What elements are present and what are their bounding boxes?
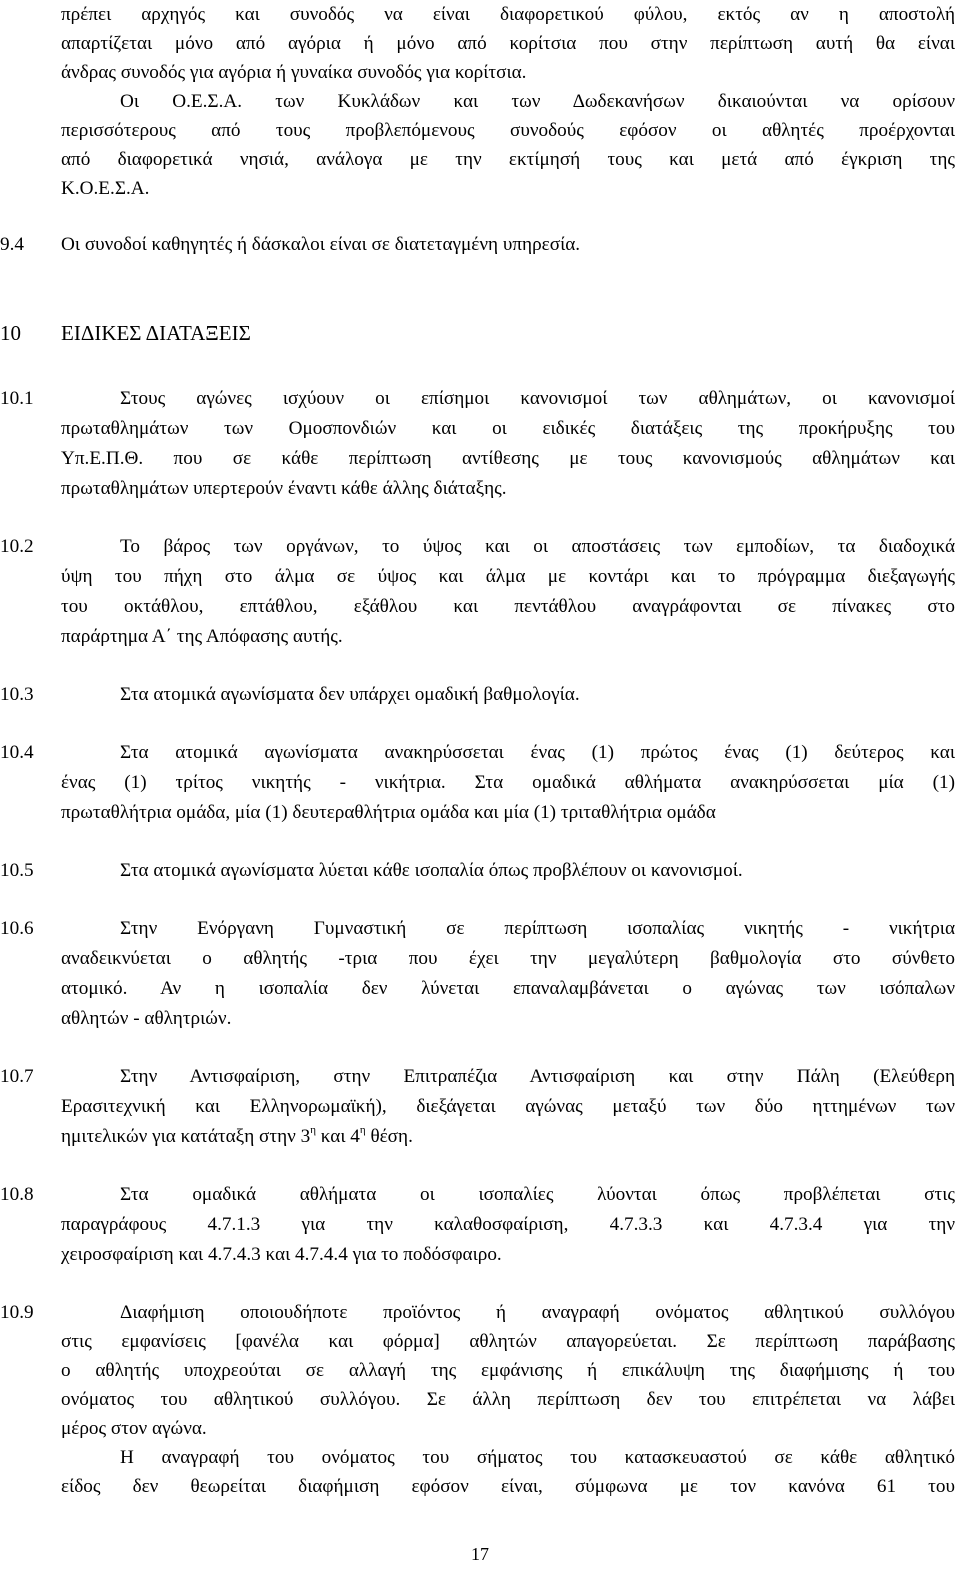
item-number: 10.5 [0, 860, 34, 881]
intro-line: Κ.Ο.Ε.Σ.Α. [61, 178, 150, 199]
intro-line: άνδρας συνοδός για αγόρια ή γυναίκα συνοδός για κορίτσια. [61, 62, 527, 83]
item-line: ένας (1) τρίτος νικητής - νικήτρια. Στα ομαδικά αθλήματα ανακηρύσσεται μία (1) [61, 772, 955, 793]
intro-line: περισσότερους από τους προβλεπόμενους συνοδούς εφόσον οι αθλητές προέρχονται [61, 120, 955, 141]
section-number: 10 [0, 321, 21, 345]
section-heading [0, 318, 955, 348]
page-number: 17 [471, 1544, 489, 1564]
intro-line: πρέπει αρχηγός και συνοδός να είναι διαφορετικού φύλου, εκτός αν η αποστολή [61, 4, 955, 25]
item-line: στις εμφανίσεις [φανέλα και φόρμα] αθλητών απαγορεύεται. Σε περίπτωση παράβασης [61, 1331, 955, 1352]
item-number: 10.4 [0, 742, 34, 763]
item-line: Στα ομαδικά αθλήματα οι ισοπαλίες λύονται όπως προβλέπεται στις [120, 1184, 955, 1205]
item-line: ο αθλητής υποχρεούται σε αλλαγή της εμφάνισης ή επικάλυψη της διαφήμισης ή του [61, 1360, 955, 1381]
item-line: παραγράφους 4.7.1.3 για την καλαθοσφαίριση, 4.7.3.3 και 4.7.3.4 για την [61, 1214, 955, 1235]
item-number: 10.9 [0, 1302, 34, 1323]
item-line: ατομικό. Αν η ισοπαλία δεν λύνεται επαναλαμβάνεται ο αγώνας των ισόπαλων [61, 978, 955, 999]
item-line: χειροσφαίριση και 4.7.4.3 και 4.7.4.4 για το ποδόσφαιρο. [61, 1244, 502, 1265]
item-line: Στα ατομικά αγωνίσματα δεν υπάρχει ομαδική βαθμολογία. [120, 684, 580, 705]
item-line: ύψη του πήχη στο άλμα σε ύψος και άλμα με κοντάρι και το πρόγραμμα διεξαγωγής [61, 566, 955, 587]
item-line: είδος δεν θεωρείται διαφήμιση εφόσον είναι, σύμφωνα με τον κανόνα 61 του [61, 1476, 955, 1497]
item-number: 10.3 [0, 684, 34, 705]
item-line: Στην Ενόργανη Γυμναστική σε περίπτωση ισοπαλίας νικητής - νικήτρια [120, 918, 955, 939]
item-line [61, 1122, 955, 1152]
item-line: Στα ατομικά αγωνίσματα ανακηρύσσεται ένας (1) πρώτος ένας (1) δεύτερος και [120, 742, 955, 763]
ordinal-superscript: η [359, 1123, 366, 1136]
item-number: 10.6 [0, 918, 34, 939]
item-line: αθλητών - αθλητριών. [61, 1008, 232, 1029]
item-number: 10.8 [0, 1184, 34, 1205]
item-number: 10.7 [0, 1066, 34, 1087]
item-number: 10.1 [0, 388, 34, 409]
item-line: του οκτάθλου, επτάθλου, εξάθλου και πεντάθλου αναγράφονται σε πίνακες στο [61, 596, 955, 617]
item-line: Διαφήμιση οποιουδήποτε προϊόντος ή αναγραφή ονόματος αθλητικού συλλόγου [120, 1302, 955, 1323]
item-line: μέρος στον αγώνα. [61, 1418, 207, 1439]
item-number: 9.4 [0, 234, 24, 255]
item-line: Στα ατομικά αγωνίσματα λύεται κάθε ισοπαλία όπως προβλέπουν οι κανονισμοί. [120, 860, 743, 881]
item-line: παράρτημα Α΄ της Απόφασης αυτής. [61, 626, 343, 647]
item-line: Στην Αντισφαίριση, στην Επιτραπέζια Αντισφαίριση και στην Πάλη (Ελεύθερη [120, 1066, 955, 1087]
intro-line: απαρτίζεται μόνο από αγόρια ή μόνο από κορίτσια που στην περίπτωση αυτή θα είναι [61, 33, 955, 54]
item-line-part: και 4 [315, 1126, 360, 1147]
item-line: Υπ.Ε.Π.Θ. που σε κάθε περίπτωση αντίθεσης με τους κανονισμούς αθλημάτων και [61, 448, 955, 469]
item-line-part: ημιτελικών για κατάταξη στην 3 [61, 1126, 311, 1147]
item-line: Το βάρος των οργάνων, το ύψος και οι αποστάσεις των εμποδίων, τα διαδοχικά [120, 536, 955, 557]
item-line: Ερασιτεχνική και Ελληνορωμαϊκή), διεξάγεται αγώνας μεταξύ των δύο ηττημένων των [61, 1096, 955, 1117]
item-line: πρωταθλημάτων υπερτερούν έναντι κάθε άλλης διάταξης. [61, 478, 507, 499]
item-line: πρωταθλημάτων των Ομοσπονδιών και οι ειδικές διατάξεις της προκήρυξης του [61, 418, 955, 439]
item-line: Στους αγώνες ισχύουν οι επίσημοι κανονισμοί των αθλημάτων, οι κανονισμοί [120, 388, 955, 409]
intro-line: από διαφορετικά νησιά, ανάλογα με την εκτίμησή τους και μετά από έγκριση της [61, 149, 955, 170]
intro-line: Οι Ο.Ε.Σ.Α. των Κυκλάδων και των Δωδεκανήσων δικαιούνται να ορίσουν [120, 91, 955, 112]
item-line: ονόματος του αθλητικού συλλόγου. Σε άλλη περίπτωση δεν του επιτρέπεται να λάβει [61, 1389, 955, 1410]
item-text: Οι συνοδοί καθηγητές ή δάσκαλοι είναι σε διατεταγμένη υπηρεσία. [61, 234, 581, 255]
item-line-part: θέση. [365, 1126, 413, 1147]
item-number: 10.2 [0, 536, 34, 557]
section-title: ΕΙΔΙΚΕΣ ΔΙΑΤΑΞΕΙΣ [61, 321, 251, 345]
item-line: πρωταθλήτρια ομάδα, μία (1) δευτεραθλήτρια ομάδα και μία (1) τριταθλήτρια ομάδα [61, 802, 716, 823]
item-line: Η αναγραφή του ονόματος του σήματος του κατασκευαστού σε κάθε αθλητικό [120, 1447, 955, 1468]
ordinal-superscript: η [310, 1123, 316, 1136]
item-9-4 [0, 230, 955, 260]
item-line: αναδεικνύεται ο αθλητής -τρια που έχει την μεγαλύτερη βαθμολογία στο σύνθετο [61, 948, 955, 969]
